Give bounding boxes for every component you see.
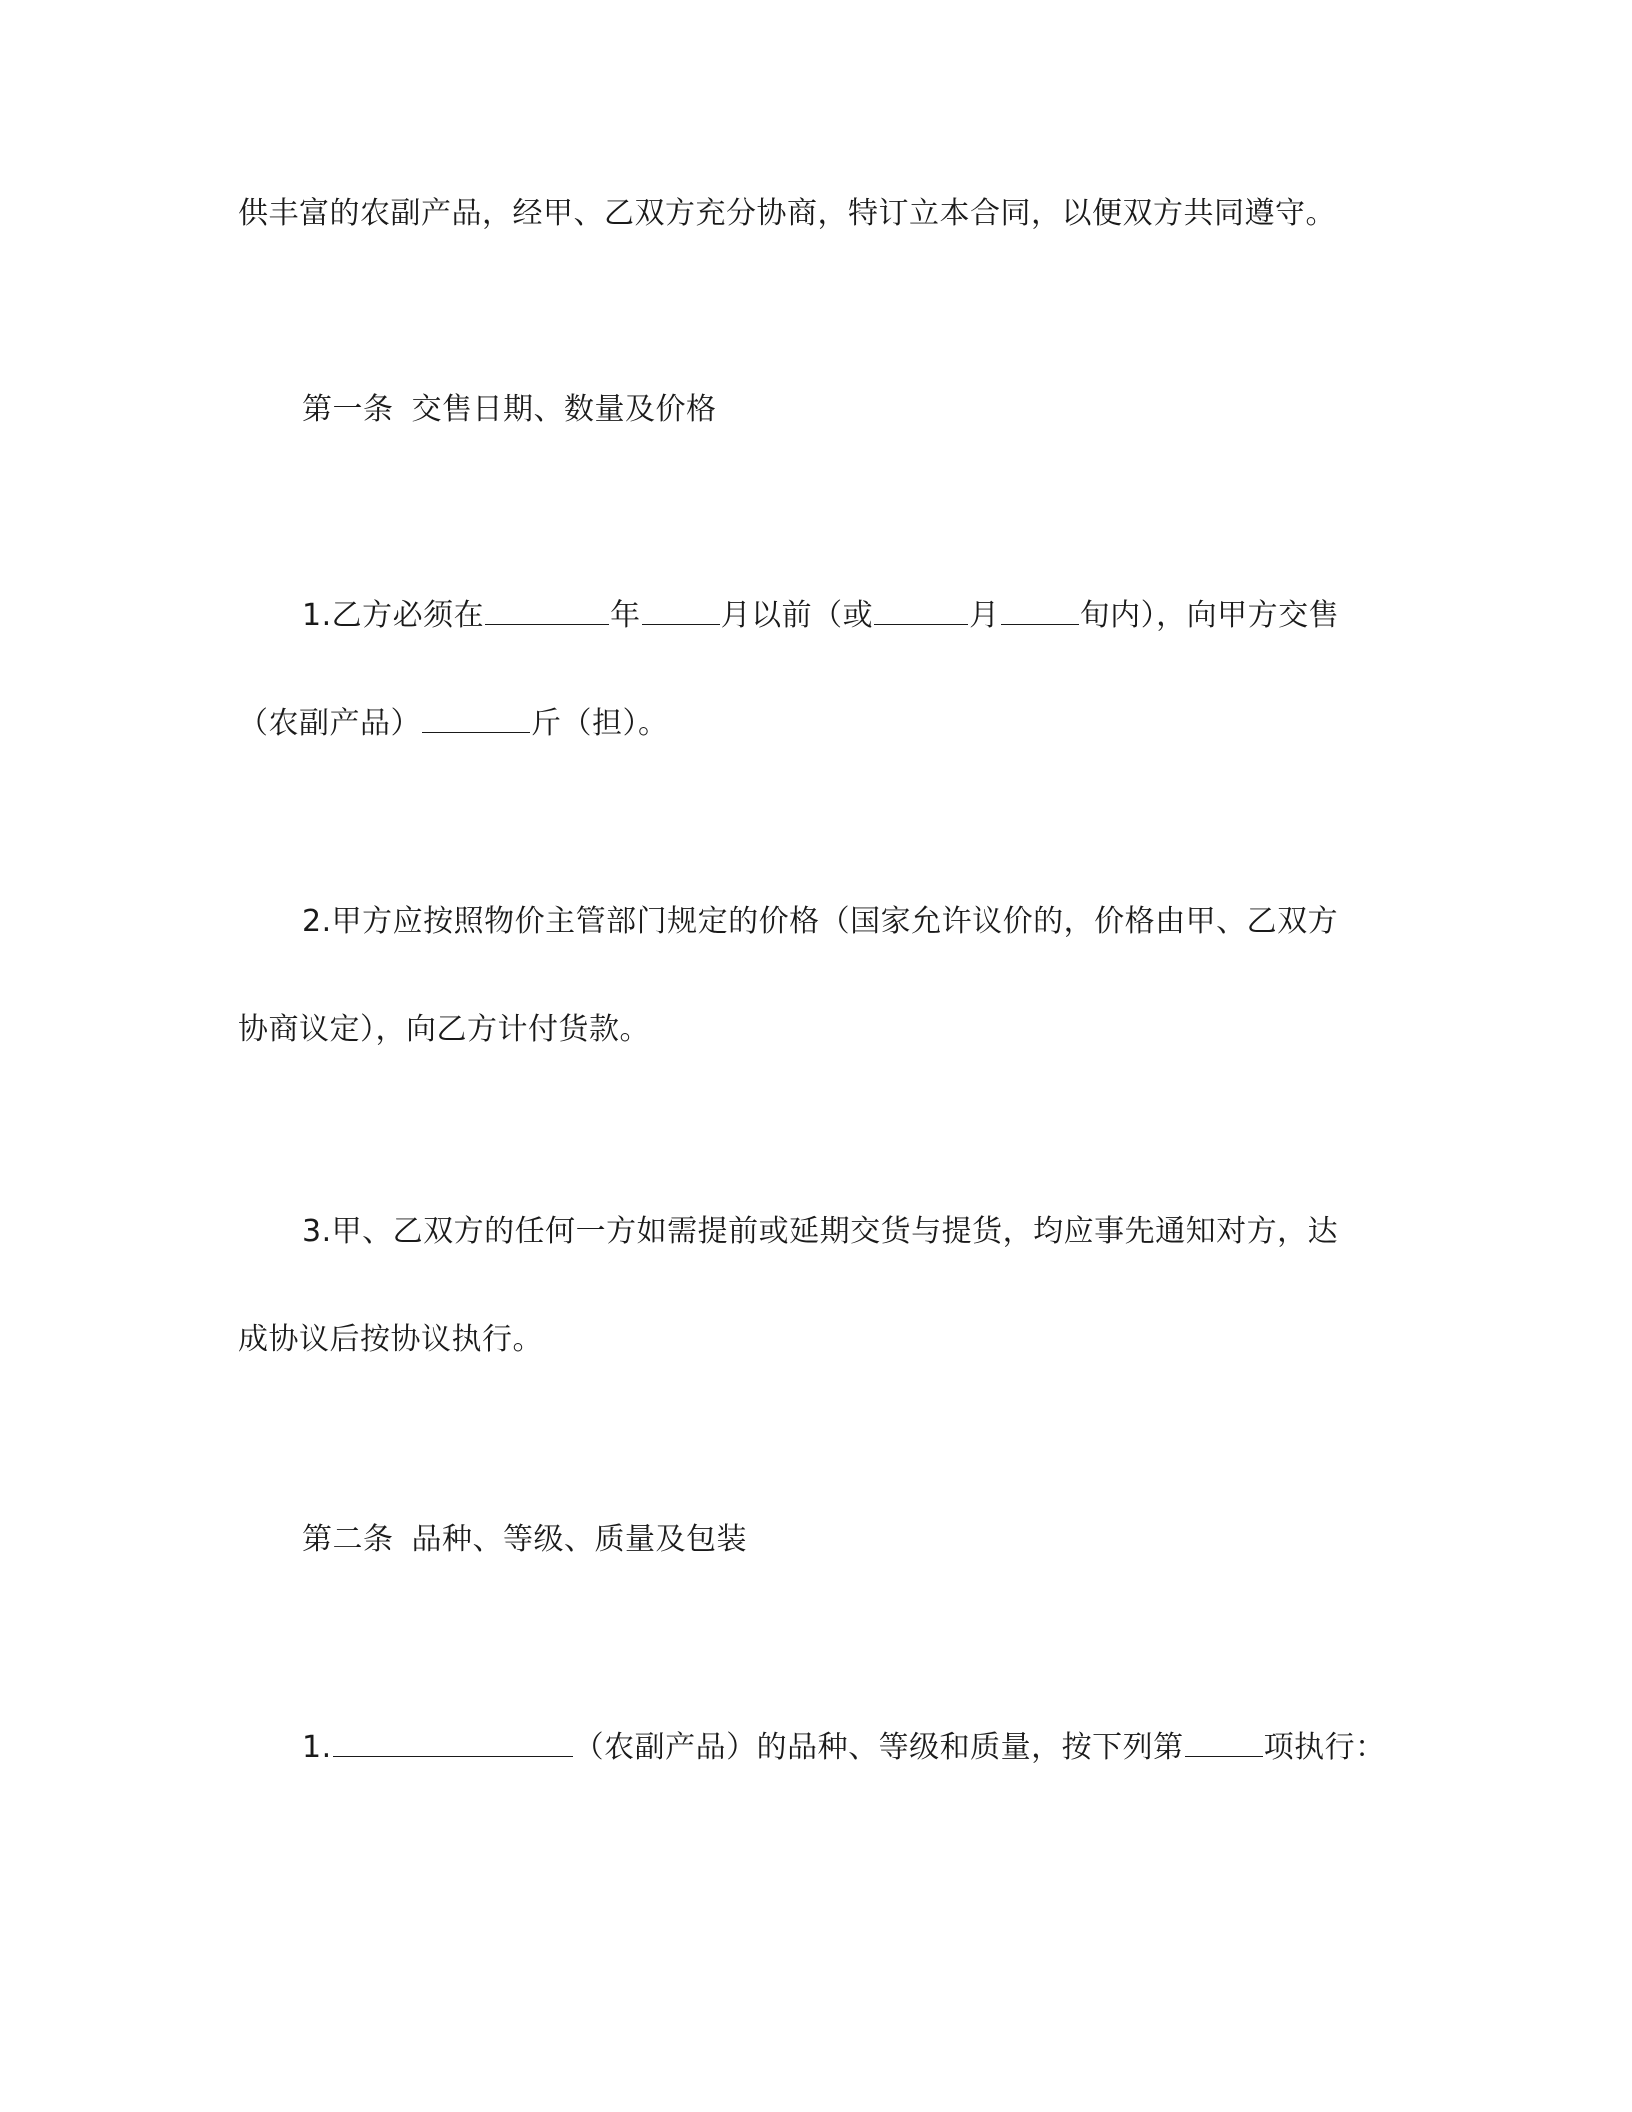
article-1-item-1-line-2 [238, 702, 669, 744]
article-1-item-3-line-2 [238, 1320, 543, 1360]
article-1-title: 交售日期、数量及价格 [411, 392, 717, 427]
item-text: （农副产品）的品种、等级和质量，按下列第 [573, 1730, 1184, 1765]
period-blank[interactable] [1001, 594, 1079, 625]
article-2-heading [302, 1520, 747, 1560]
item-number-blank[interactable] [1185, 1726, 1263, 1757]
item-text: 旬内），向甲方交售 [1079, 598, 1340, 633]
alt-month-blank[interactable] [874, 594, 968, 625]
year-blank[interactable] [485, 594, 609, 625]
month-blank[interactable] [642, 594, 720, 625]
article-1-item-2-line-2 [238, 1010, 650, 1050]
item-text: 成协议后按协议执行。 [238, 1322, 543, 1357]
article-1-item-1-line-1 [302, 594, 1339, 636]
item-text: （农副产品） [238, 706, 421, 741]
product-name-blank[interactable] [333, 1726, 573, 1757]
item-text: 月 [969, 598, 1000, 633]
item-text: 年 [610, 598, 641, 633]
article-2-item-1-line-1 [302, 1726, 1386, 1768]
intro-text: 供丰富的农副产品，经甲、乙双方充分协商，特订立本合同，以便双方共同遵守。 [238, 196, 1336, 231]
item-text: 项执行： [1263, 1730, 1386, 1765]
article-1-heading [302, 390, 717, 430]
article-2-title: 品种、等级、质量及包装 [411, 1522, 747, 1557]
item-text: 1.乙方必须在 [302, 598, 485, 633]
item-text: 1. [302, 1730, 332, 1765]
item-text: 月以前（或 [720, 598, 874, 633]
item-text: 3.甲、乙双方的任何一方如需提前或延期交货与提货，均应事先通知对方，达 [302, 1214, 1339, 1249]
article-1-item-3-line-1 [302, 1212, 1338, 1252]
item-text: 斤（担）。 [531, 706, 669, 741]
intro-paragraph [238, 194, 1336, 234]
item-text: 协商议定），向乙方计付货款。 [238, 1012, 650, 1047]
article-1-item-2-line-1 [302, 902, 1338, 942]
quantity-blank[interactable] [422, 702, 530, 733]
article-1-number: 第一条 [302, 392, 394, 427]
article-2-number: 第二条 [302, 1522, 394, 1557]
item-text: 2.甲方应按照物价主管部门规定的价格（国家允许议价的，价格由甲、乙双方 [302, 904, 1339, 939]
